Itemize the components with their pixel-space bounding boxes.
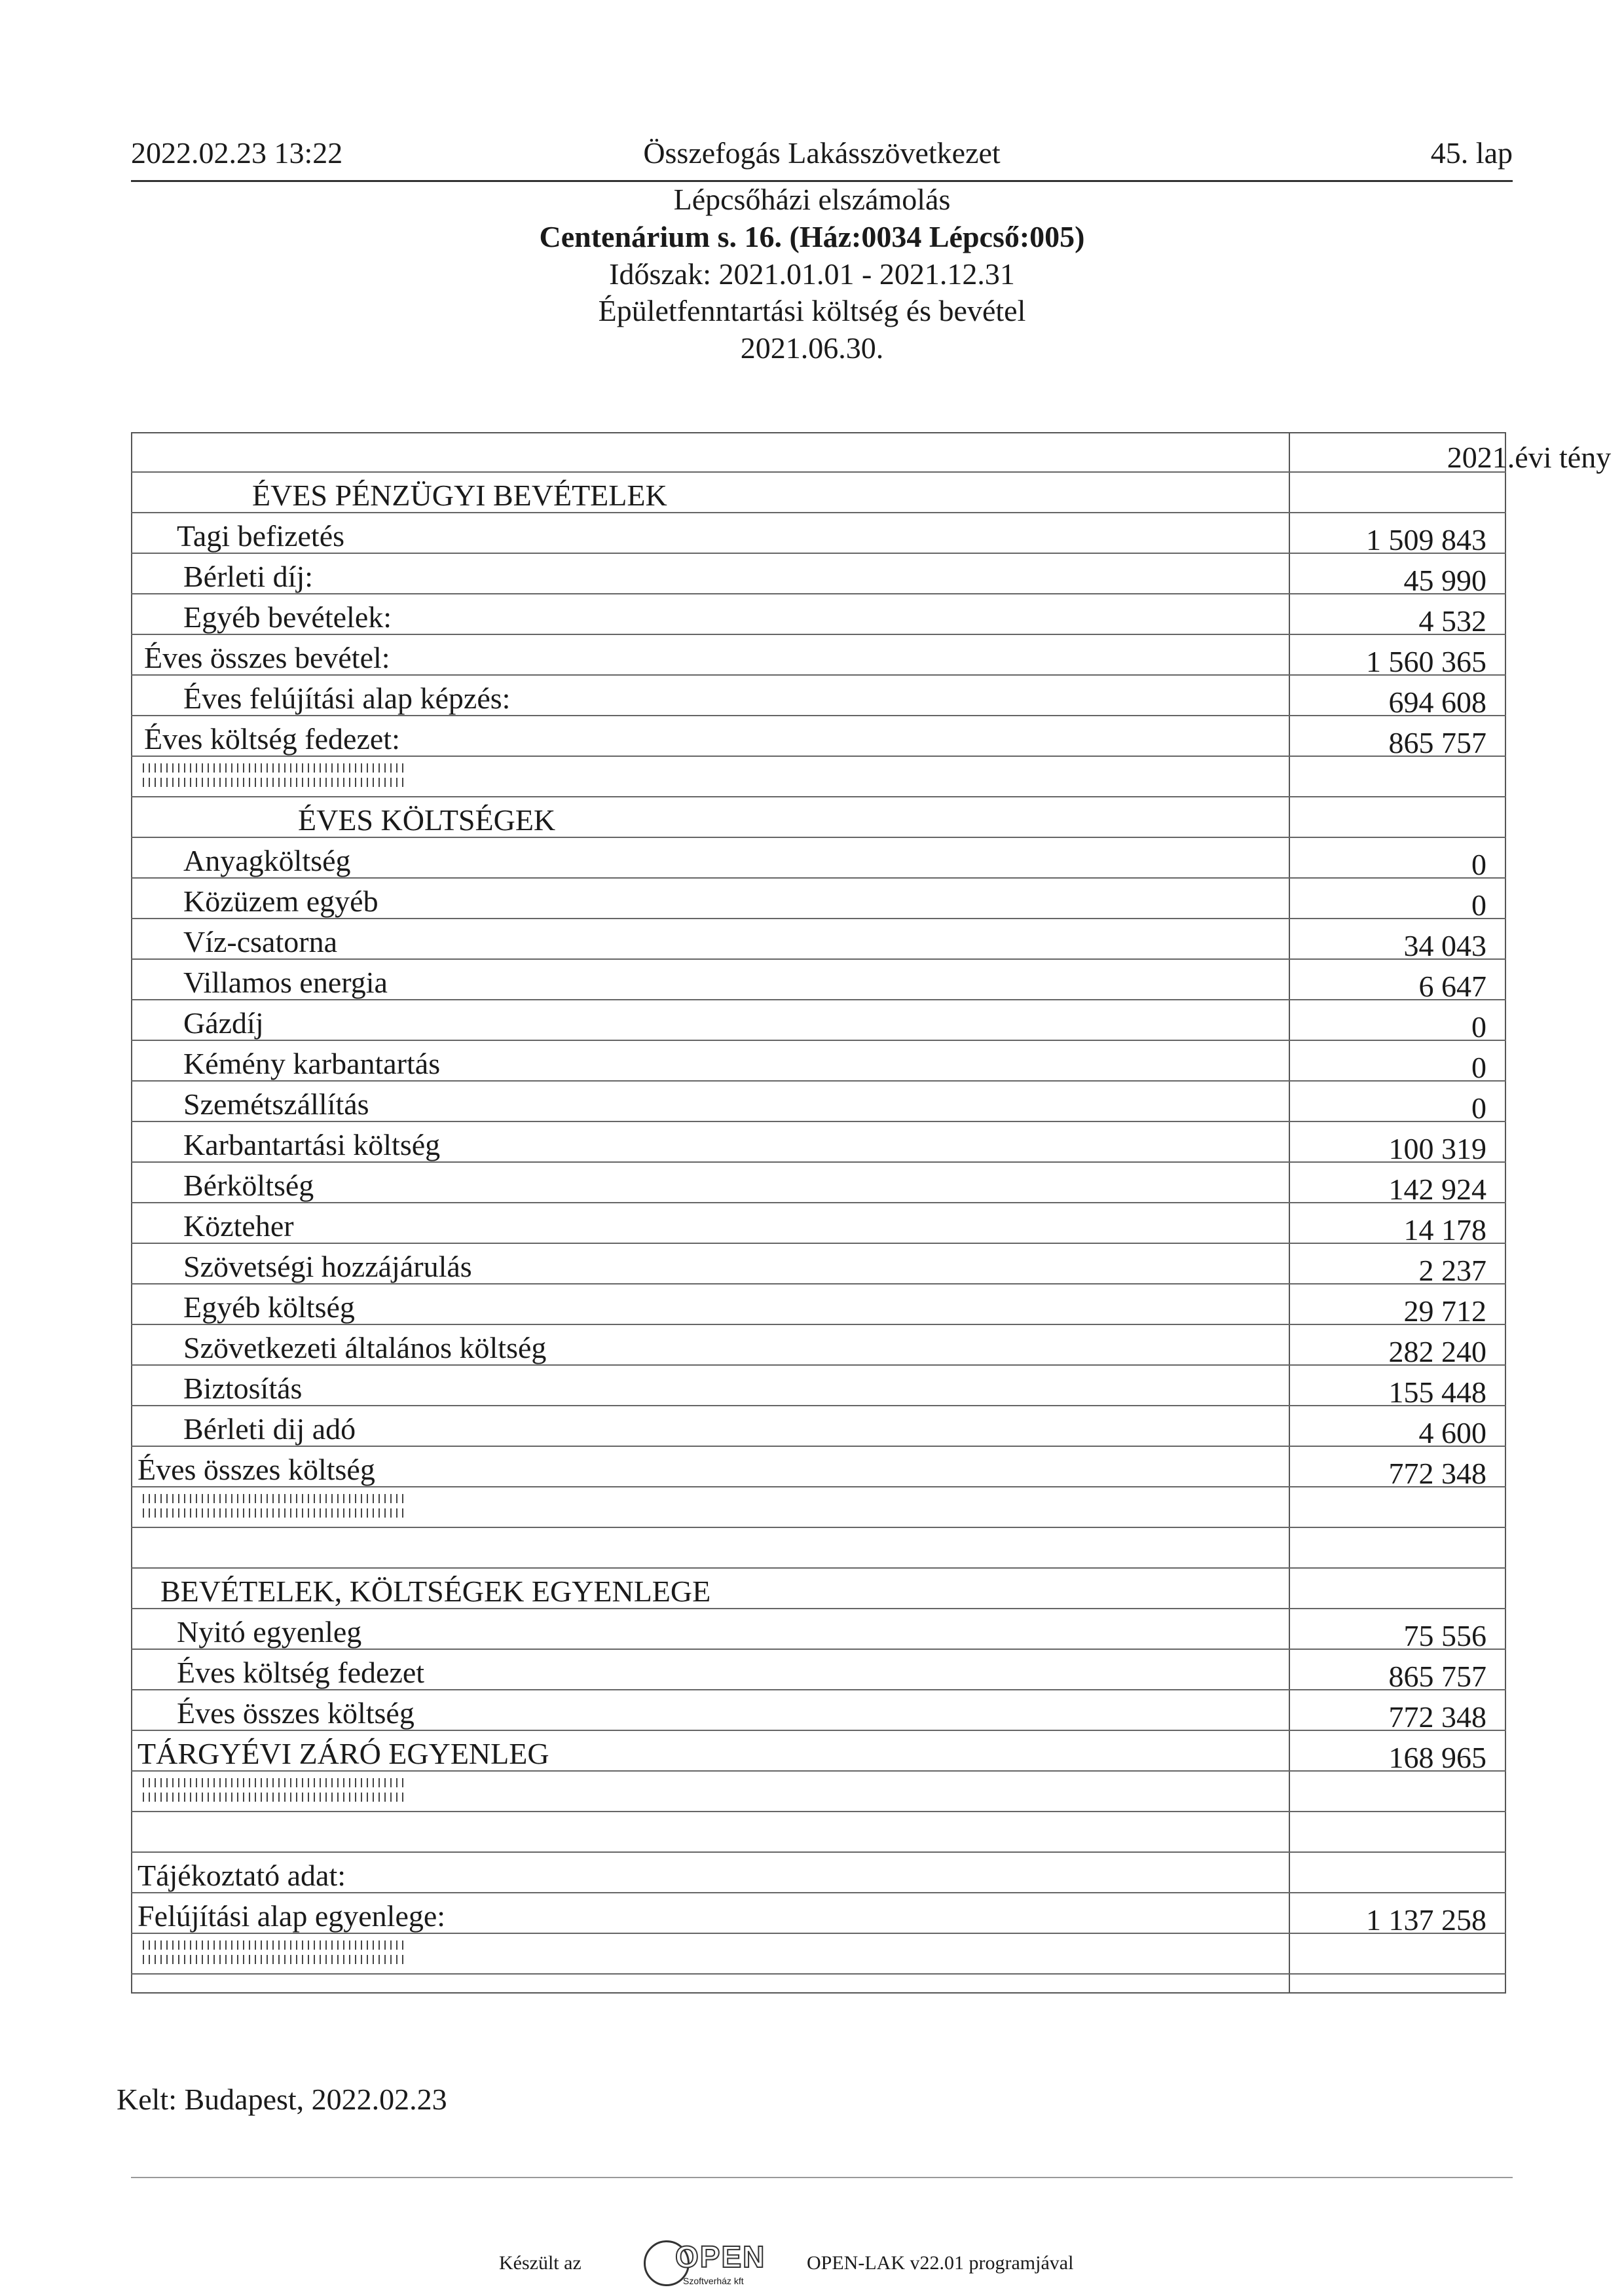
row-value: 4 600 bbox=[1418, 1416, 1486, 1449]
report-period: Időszak: 2021.01.01 - 2021.12.31 bbox=[609, 257, 1015, 291]
row-value: 0 bbox=[1471, 1051, 1486, 1084]
made-with-suffix: OPEN-LAK v22.01 programjával bbox=[807, 2252, 1074, 2274]
section-title-balance bbox=[131, 1569, 1506, 1609]
column-header: 2021.évi tény bbox=[1447, 441, 1612, 474]
row-label: Éves összes költség bbox=[138, 1453, 375, 1486]
row-label: Éves összes költség bbox=[177, 1696, 415, 1730]
row-value: 2 237 bbox=[1418, 1254, 1486, 1287]
row-label: Karbantartási költség bbox=[183, 1128, 441, 1161]
page-number: 45. lap bbox=[1430, 136, 1513, 170]
row-label: Anyagköltség bbox=[183, 844, 351, 877]
table-row bbox=[131, 1041, 1506, 1082]
row-label: Egyéb költség bbox=[183, 1290, 355, 1324]
report-as-of-date: 2021.06.30. bbox=[740, 331, 884, 365]
row-label: Kémény karbantartás bbox=[183, 1047, 441, 1080]
building-address: Centenárium s. 16. (Ház:0034 Lépcső:005) bbox=[539, 220, 1085, 253]
table-row bbox=[131, 1082, 1506, 1125]
row-value: 1 509 843 bbox=[1366, 523, 1486, 556]
print-date: 2022.02.23 13:22 bbox=[131, 136, 343, 170]
signed-place-date: Kelt: Budapest, 2022.02.23 bbox=[117, 2083, 447, 2116]
section-title: ÉVES PÉNZÜGYI BEVÉTELEK bbox=[252, 479, 667, 512]
section-title-costs bbox=[131, 797, 1506, 838]
table-row bbox=[131, 1731, 1506, 1772]
table-row bbox=[131, 1650, 1506, 1693]
separator-row bbox=[131, 1772, 1506, 1812]
table-row bbox=[131, 1163, 1506, 1206]
table-row bbox=[131, 838, 1506, 879]
row-value: 1 137 258 bbox=[1366, 1903, 1486, 1937]
logo-word: OPEN bbox=[675, 2240, 766, 2274]
separator-row bbox=[131, 1934, 1506, 1975]
made-with-prefix: Készült az bbox=[499, 2252, 581, 2274]
row-value: 865 757 bbox=[1388, 1660, 1486, 1693]
table-row bbox=[131, 1285, 1506, 1328]
row-value: 155 448 bbox=[1388, 1376, 1486, 1409]
table-row bbox=[131, 1244, 1506, 1285]
table-row bbox=[131, 554, 1506, 597]
logo-subtitle: Szoftverház kft bbox=[683, 2276, 744, 2286]
row-label: Éves költség fedezet bbox=[177, 1656, 425, 1689]
empty-row bbox=[131, 1528, 1506, 1569]
row-label: Biztosítás bbox=[183, 1372, 303, 1405]
table-row bbox=[131, 919, 1506, 960]
row-label: Szövetkezeti általános költség bbox=[183, 1331, 547, 1364]
row-value: 45 990 bbox=[1403, 564, 1486, 597]
row-value: 694 608 bbox=[1388, 685, 1486, 719]
row-label: Éves költség fedezet: bbox=[144, 722, 400, 756]
row-label: Nyitó egyenleg bbox=[177, 1615, 362, 1649]
separator-row bbox=[131, 1487, 1506, 1528]
section-title: Tájékoztató adat: bbox=[138, 1859, 346, 1892]
tick-separator bbox=[143, 1941, 405, 1964]
tick-separator bbox=[143, 1494, 405, 1518]
table-row bbox=[131, 513, 1506, 554]
table-row bbox=[131, 1406, 1506, 1447]
row-value: 29 712 bbox=[1403, 1294, 1486, 1328]
table-row bbox=[131, 1000, 1506, 1044]
table-row bbox=[131, 716, 1506, 757]
section-title: ÉVES KÖLTSÉGEK bbox=[298, 803, 556, 837]
table-row bbox=[131, 1122, 1506, 1163]
row-label: Éves felújítási alap képzés: bbox=[183, 682, 511, 715]
row-label: Közteher bbox=[183, 1209, 294, 1243]
row-label: Villamos energia bbox=[183, 966, 388, 999]
row-value: 865 757 bbox=[1388, 726, 1486, 759]
row-label: Szövetségi hozzájárulás bbox=[183, 1250, 472, 1283]
row-label: Éves összes bevétel: bbox=[144, 641, 390, 674]
row-value: 1 560 365 bbox=[1366, 645, 1486, 678]
row-label: Tagi befizetés bbox=[177, 519, 345, 553]
row-label: Felújítási alap egyenlege: bbox=[138, 1899, 446, 1933]
separator-row bbox=[131, 757, 1506, 797]
row-label: Közüzem egyéb bbox=[183, 884, 378, 918]
row-value: 0 bbox=[1471, 848, 1486, 881]
table-row bbox=[131, 1203, 1506, 1247]
row-label: Szemétszállítás bbox=[183, 1087, 369, 1121]
table-row bbox=[131, 879, 1506, 922]
section-title-info bbox=[131, 1853, 1506, 1893]
row-value: 75 556 bbox=[1403, 1619, 1486, 1652]
row-value: 6 647 bbox=[1418, 970, 1486, 1003]
section-title-income bbox=[131, 473, 1506, 513]
row-label: TÁRGYÉVI ZÁRÓ EGYENLEG bbox=[138, 1737, 549, 1770]
row-value: 772 348 bbox=[1388, 1457, 1486, 1490]
table-row bbox=[131, 1893, 1506, 1937]
column-header-row bbox=[131, 432, 1612, 474]
section-title: BEVÉTELEK, KÖLTSÉGEK EGYENLEGE bbox=[160, 1575, 711, 1608]
report-subtitle: Lépcsőházi elszámolás bbox=[673, 183, 951, 216]
report-topic: Épületfenntartási költség és bevétel bbox=[598, 294, 1026, 327]
row-value: 0 bbox=[1471, 1091, 1486, 1125]
row-value: 34 043 bbox=[1403, 929, 1486, 962]
row-value: 4 532 bbox=[1418, 604, 1486, 638]
row-value: 0 bbox=[1471, 1010, 1486, 1044]
table-row bbox=[131, 1366, 1506, 1409]
organization-name: Összefogás Lakásszövetkezet bbox=[643, 136, 1001, 170]
row-value: 100 319 bbox=[1388, 1132, 1486, 1165]
table-row bbox=[131, 960, 1506, 1003]
row-value: 168 965 bbox=[1388, 1741, 1486, 1774]
page-header bbox=[131, 134, 1513, 182]
table-row bbox=[131, 1447, 1506, 1490]
open-logo bbox=[644, 2238, 766, 2290]
empty-row bbox=[131, 1812, 1506, 1853]
row-value: 14 178 bbox=[1403, 1213, 1486, 1247]
table-row bbox=[131, 1609, 1506, 1650]
row-value: 0 bbox=[1471, 888, 1486, 922]
tick-separator bbox=[143, 1778, 405, 1802]
row-value: 772 348 bbox=[1388, 1700, 1486, 1734]
row-value: 142 924 bbox=[1388, 1173, 1486, 1206]
tick-separator bbox=[143, 763, 405, 787]
row-label: Egyéb bevételek: bbox=[183, 600, 392, 634]
table-row bbox=[131, 594, 1506, 638]
row-value: 282 240 bbox=[1388, 1335, 1486, 1368]
table-row bbox=[131, 635, 1506, 676]
footer-divider bbox=[131, 2177, 1513, 2178]
row-label: Bérleti dij adó bbox=[183, 1412, 356, 1446]
table-row bbox=[131, 1325, 1506, 1366]
table-row bbox=[131, 676, 1506, 719]
row-label: Víz-csatorna bbox=[183, 925, 337, 958]
row-label: Gázdíj bbox=[183, 1006, 264, 1040]
row-label: Bérköltség bbox=[183, 1169, 314, 1202]
table-row bbox=[131, 1690, 1506, 1734]
row-label: Bérleti díj: bbox=[183, 560, 314, 593]
